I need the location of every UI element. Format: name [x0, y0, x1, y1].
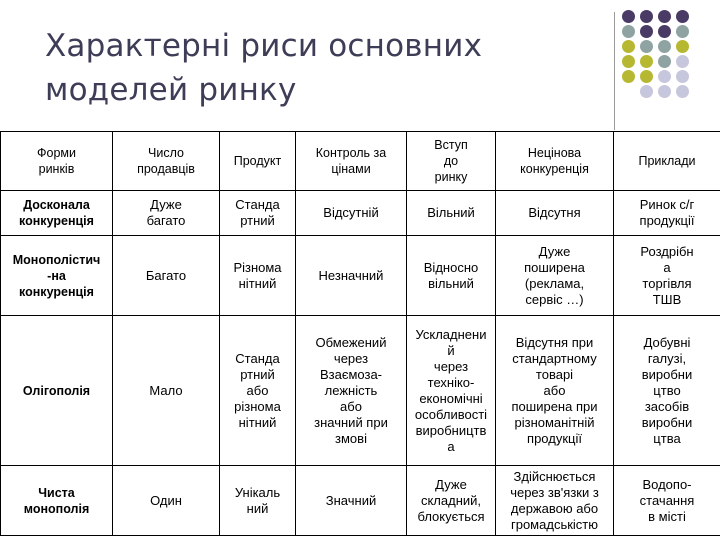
decorative-dot [622, 25, 635, 38]
decorative-dot [676, 10, 689, 23]
decorative-dot [676, 55, 689, 68]
table-cell: Вільний [407, 191, 496, 236]
table-cell: Відносно вільний [407, 236, 496, 316]
table-cell: Ринок с/г продукції [614, 191, 720, 236]
decorative-dot [676, 85, 689, 98]
header-cell: Продукт [220, 132, 296, 191]
decorative-dot [640, 85, 653, 98]
decorative-dot [658, 10, 671, 23]
table-cell: Незначний [296, 236, 407, 316]
decorative-dot [676, 40, 689, 53]
header-cell: Приклади [614, 132, 720, 191]
decorative-dot [658, 85, 671, 98]
table-cell: Відсутній [296, 191, 407, 236]
divider-line [614, 12, 615, 130]
table-row [1, 236, 720, 316]
table-cell: Добувні галузі, виробни цтво засобів виробни цтва [614, 316, 720, 466]
decorative-dot [658, 70, 671, 83]
table-cell: Водопо- стачання в місті [614, 466, 720, 536]
table-cell: Багато [113, 236, 220, 316]
decorative-dot [622, 55, 635, 68]
table-cell: Дуже поширена (реклама, сервіс …) [496, 236, 614, 316]
table-row [1, 191, 720, 236]
table-cell: Значний [296, 466, 407, 536]
table-cell: Обмежений через Взаємоза- лежність або значний при змові [296, 316, 407, 466]
table-cell: Дуже багато [113, 191, 220, 236]
row-header-cell: Чиста монополія [1, 466, 113, 536]
decorative-dot [640, 70, 653, 83]
decorative-dot [658, 40, 671, 53]
table-header-row [1, 132, 720, 191]
row-header-cell: Досконала конкуренція [1, 191, 113, 236]
header-cell: Нецінова конкуренція [496, 132, 614, 191]
header-cell: Число продавців [113, 132, 220, 191]
decorative-dot [676, 70, 689, 83]
table-cell: Унікаль ний [220, 466, 296, 536]
table-cell: Ускладнени й через техніко- економічні особливості виробництв а [407, 316, 496, 466]
table-cell: Станда ртний [220, 191, 296, 236]
table-cell: Здійснюється через зв'язки з державою або громадськістю [496, 466, 614, 536]
title-text: Характерні риси основних моделей ринку [45, 28, 483, 108]
decorative-dot [676, 25, 689, 38]
row-header-cell: Олігополія [1, 316, 113, 466]
decorative-dot [622, 40, 635, 53]
table-cell: Мало [113, 316, 220, 466]
table-cell: Різнома нітний [220, 236, 296, 316]
table-cell: Відсутня [496, 191, 614, 236]
decorative-dot [622, 70, 635, 83]
market-models-table [0, 131, 720, 536]
table-row [1, 466, 720, 536]
table-cell: Роздрібн а торгівля ТШВ [614, 236, 720, 316]
row-header-cell: Монополістич -на конкуренція [1, 236, 113, 316]
header-cell: Вступ до ринку [407, 132, 496, 191]
decorative-dot [658, 25, 671, 38]
decorative-dot [622, 10, 635, 23]
table-row [1, 316, 720, 466]
page-title [45, 24, 605, 112]
decorative-dot [640, 25, 653, 38]
decorative-dot-grid [622, 10, 712, 110]
decorative-dot [640, 10, 653, 23]
table-cell: Відсутня при стандартному товарі або поширена при різноманітній продукції [496, 316, 614, 466]
header-cell: Форми ринків [1, 132, 113, 191]
decorative-dot [640, 40, 653, 53]
header-cell: Контроль за цінами [296, 132, 407, 191]
decorative-dot [640, 55, 653, 68]
table-cell: Один [113, 466, 220, 536]
table-cell: Станда ртний або різнома нітний [220, 316, 296, 466]
table-cell: Дуже складний, блокується [407, 466, 496, 536]
decorative-dot [658, 55, 671, 68]
